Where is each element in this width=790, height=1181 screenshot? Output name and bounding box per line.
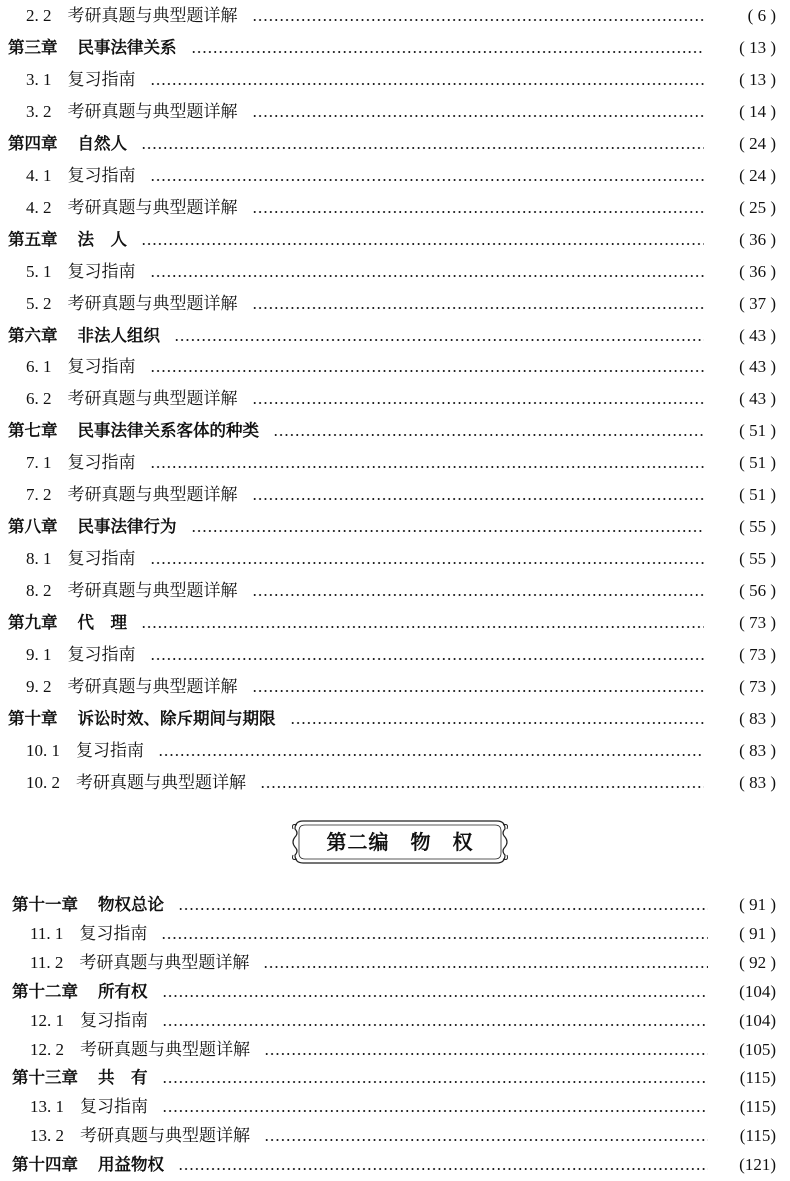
toc-entry-label [26, 64, 136, 96]
toc-entry-number: 12. 2 [30, 1039, 64, 1059]
toc-entry-label [8, 224, 127, 256]
toc-entry-label [26, 735, 144, 767]
dot-leader [252, 690, 704, 692]
toc-page-number: ( 25 ) [739, 197, 776, 217]
toc-entry-label [26, 767, 246, 799]
toc-entry-number: 6. 1 [26, 357, 52, 377]
toc-page-number: ( 36 ) [739, 229, 776, 249]
toc-page-number: ( 43 ) [739, 389, 776, 409]
toc-page-number: ( 43 ) [739, 325, 776, 345]
dot-leader [178, 908, 708, 910]
toc-entry-number: 7. 2 [26, 485, 52, 505]
toc-chapter-entry [0, 703, 790, 735]
toc-chapter-entry [0, 976, 790, 1008]
toc-entry-title: 复习指南 [79, 923, 148, 944]
toc-entry-title: 复习指南 [67, 453, 136, 474]
toc-entry-title: 考研真题与典型题详解 [67, 581, 238, 602]
toc-entry-number: 6. 2 [26, 389, 52, 409]
toc-page-number: ( 24 ) [739, 133, 776, 153]
toc-chapter-entry [0, 32, 790, 64]
toc-page-number: ( 51 ) [739, 421, 776, 441]
toc-entry-title: 非法人组织 [77, 325, 160, 345]
toc-page-number: ( 73 ) [739, 613, 776, 633]
toc-entry-title: 物权总论 [98, 895, 164, 914]
toc-section-entry [0, 96, 790, 128]
toc-entry-title: 考研真题与典型题详解 [67, 293, 238, 314]
toc-chapter-entry [0, 511, 790, 543]
toc-entry-number: 3. 1 [26, 69, 52, 89]
toc-chapter-entry [0, 889, 790, 921]
toc-page-number: ( 55 ) [739, 517, 776, 537]
toc-page-number: ( 83 ) [739, 740, 776, 760]
toc-page-number: (115) [739, 1068, 776, 1088]
toc-entry-label [26, 0, 238, 32]
toc-entry-number: 7. 1 [26, 453, 52, 473]
toc-entry-label [26, 479, 238, 511]
dot-leader [150, 658, 704, 660]
toc-entry-title: 民事法律关系客体的种类 [77, 421, 259, 441]
toc-page-number: ( 36 ) [739, 261, 776, 281]
toc-entry-label [26, 575, 238, 607]
dot-leader [162, 1110, 708, 1112]
toc-entry-title: 复习指南 [67, 165, 136, 186]
toc-entry-label [26, 671, 238, 703]
toc-entry-label [30, 1120, 250, 1152]
toc-entry-label [26, 192, 238, 224]
toc-entry-number: 第三章 [8, 37, 58, 57]
toc-entry-number: 5. 1 [26, 261, 52, 281]
dot-leader [191, 51, 704, 53]
toc-page-number: ( 91 ) [739, 923, 776, 943]
dot-leader [252, 307, 704, 309]
toc-entry-title: 复习指南 [67, 69, 136, 90]
toc-page-number: (115) [739, 1097, 776, 1117]
toc-page-number: ( 13 ) [739, 37, 776, 57]
toc-entry-number: 4. 2 [26, 197, 52, 217]
toc-entry-title: 考研真题与典型题详解 [80, 1126, 250, 1147]
toc-entry-number: 4. 1 [26, 165, 52, 185]
toc-entry-number: 13. 2 [30, 1126, 64, 1146]
toc-entry-number: 第九章 [8, 613, 58, 633]
dot-leader [273, 434, 704, 436]
toc-page-number: ( 37 ) [739, 293, 776, 313]
toc-section-entry [0, 735, 790, 767]
toc-page-number: ( 14 ) [739, 101, 776, 121]
toc-entry-label [12, 1062, 148, 1094]
toc-chapter-entry [0, 415, 790, 447]
toc-page-number: (121) [739, 1155, 776, 1175]
part-two-title: 第二编 物 权 [326, 830, 474, 854]
toc-entry-label [8, 607, 127, 639]
dot-leader [141, 147, 704, 149]
toc-section-entry [0, 1034, 790, 1066]
toc-section-entry [0, 575, 790, 607]
toc-chapter-entry [0, 224, 790, 256]
toc-page-number: ( 6 ) [747, 6, 776, 25]
dot-leader [252, 402, 704, 404]
toc-section-entry [0, 256, 790, 288]
toc-entry-title: 复习指南 [80, 1010, 148, 1031]
dot-leader [174, 339, 704, 341]
toc-page-number: ( 51 ) [739, 485, 776, 505]
dot-leader [141, 626, 704, 628]
toc-entry-title: 自然人 [77, 133, 127, 153]
toc-entry-label [8, 128, 127, 160]
toc-entry-label [26, 383, 238, 415]
toc-entry-title: 复习指南 [67, 645, 136, 665]
toc-entry-label [30, 918, 147, 950]
toc-entry-title: 考研真题与典型题详解 [67, 101, 238, 122]
toc-entry-label [12, 1149, 164, 1181]
dot-leader [290, 722, 704, 724]
toc-entry-label [26, 447, 136, 479]
toc-page-number: (104) [739, 981, 776, 1001]
toc-entry-number: 第五章 [8, 229, 58, 249]
toc-entry-title: 诉讼时效、除斥期间与期限 [77, 708, 276, 728]
dot-leader [158, 754, 704, 756]
toc-entry-number: 第七章 [8, 421, 58, 441]
part-two-banner [289, 815, 511, 869]
toc-entry-number: 3. 2 [26, 101, 52, 121]
toc-section-entry [0, 543, 790, 575]
toc-entry-label [8, 32, 177, 64]
toc-section-entry [0, 767, 790, 799]
toc-section-entry [0, 351, 790, 383]
toc-entry-number: 8. 1 [26, 549, 52, 569]
dot-leader [252, 498, 704, 500]
toc-entry-number: 第四章 [8, 133, 58, 153]
toc-entry-number: 9. 1 [26, 645, 52, 664]
dot-leader [260, 786, 704, 788]
toc-chapter-entry [0, 1062, 790, 1094]
toc-entry-title: 复习指南 [80, 1097, 148, 1118]
toc-entry-title: 法 人 [77, 229, 127, 249]
dot-leader [150, 562, 704, 564]
dot-leader [150, 83, 704, 85]
toc-entry-title: 代 理 [77, 613, 127, 633]
toc-entry-title: 考研真题与典型题详解 [67, 197, 238, 218]
dot-leader [141, 243, 704, 245]
toc-entry-label [8, 415, 259, 447]
toc-entry-number: 12. 1 [30, 1010, 64, 1030]
dot-leader [150, 179, 704, 181]
toc-section-entry [0, 639, 790, 671]
toc-entry-title: 民事法律行为 [77, 517, 177, 537]
toc-entry-number: 5. 2 [26, 293, 52, 313]
dot-leader [252, 594, 704, 596]
toc-entry-label [30, 947, 249, 979]
dot-leader [150, 370, 704, 372]
toc-entry-title: 用益物权 [98, 1155, 164, 1175]
toc-entry-title: 共 有 [98, 1068, 148, 1088]
toc-entry-label [26, 288, 238, 320]
dot-leader [252, 115, 704, 117]
toc-entry-number: 10. 1 [26, 740, 60, 760]
toc-page-number: ( 83 ) [739, 772, 776, 792]
toc-section-entry [0, 479, 790, 511]
toc-section-entry [0, 383, 790, 415]
toc-page-number: (104) [739, 1010, 776, 1030]
dot-leader [191, 530, 704, 532]
toc-page-number: ( 92 ) [739, 952, 776, 972]
toc-chapter-entry [0, 1149, 790, 1181]
toc-entry-number: 8. 2 [26, 581, 52, 601]
toc-page-number: ( 56 ) [739, 581, 776, 601]
dot-leader [252, 19, 704, 21]
toc-page-number: (115) [739, 1126, 776, 1146]
toc-entry-number: 13. 1 [30, 1097, 64, 1117]
dot-leader [263, 966, 708, 968]
toc-entry-number: 第六章 [8, 325, 58, 345]
dot-leader [162, 995, 708, 997]
toc-entry-label [8, 320, 160, 352]
toc-page-number: ( 91 ) [739, 895, 776, 914]
dot-leader [162, 1081, 708, 1083]
toc-section-entry [0, 918, 790, 950]
toc-entry-title: 考研真题与典型题详解 [79, 952, 250, 973]
toc-section-entry [0, 0, 790, 32]
toc-page-number: (105) [739, 1039, 776, 1059]
toc-entry-label [26, 351, 136, 383]
dot-leader [252, 211, 704, 213]
toc-page-number: ( 83 ) [739, 708, 776, 728]
toc-page-number: ( 55 ) [739, 549, 776, 569]
toc-entry-title: 考研真题与典型题详解 [67, 6, 238, 26]
toc-entry-label [26, 543, 136, 575]
dot-leader [264, 1139, 708, 1141]
toc-entry-label [12, 976, 148, 1008]
toc-entry-title: 复习指南 [76, 740, 144, 761]
toc-entry-number: 第十二章 [12, 981, 78, 1001]
toc-entry-title: 复习指南 [67, 357, 136, 378]
dot-leader [178, 1168, 708, 1170]
toc-section-entry [0, 160, 790, 192]
toc-chapter-entry [0, 128, 790, 160]
dot-leader [264, 1053, 708, 1055]
toc-entry-title: 所有权 [98, 981, 148, 1001]
toc-page-number: ( 73 ) [739, 645, 776, 664]
toc-section-entry [0, 947, 790, 979]
toc-entry-title: 考研真题与典型题详解 [67, 485, 238, 506]
toc-page-number: ( 24 ) [739, 165, 776, 185]
toc-entry-number: 第八章 [8, 517, 58, 537]
toc-entry-title: 考研真题与典型题详解 [67, 389, 238, 410]
toc-section-entry [0, 1005, 790, 1037]
toc-section-entry [0, 288, 790, 320]
toc-entry-number: 10. 2 [26, 772, 60, 792]
toc-entry-label [26, 639, 136, 671]
toc-entry-title: 考研真题与典型题详解 [67, 676, 238, 697]
toc-entry-number: 第十三章 [12, 1068, 78, 1088]
toc-page-number: ( 43 ) [739, 357, 776, 377]
toc-section-entry [0, 192, 790, 224]
toc-page-number: ( 73 ) [739, 676, 776, 696]
toc-entry-label [30, 1034, 250, 1066]
toc-page-number: ( 51 ) [739, 453, 776, 473]
toc-entry-label [26, 96, 238, 128]
toc-entry-label [26, 256, 136, 288]
toc-entry-title: 复习指南 [67, 261, 136, 282]
toc-page-number: ( 13 ) [739, 69, 776, 89]
dot-leader [161, 937, 708, 939]
toc-chapter-entry [0, 607, 790, 639]
toc-entry-label [12, 889, 164, 921]
toc-entry-number: 第十章 [8, 708, 58, 728]
toc-section-entry [0, 64, 790, 96]
toc-entry-label [30, 1005, 148, 1037]
toc-entry-title: 复习指南 [67, 549, 136, 570]
toc-entry-label [8, 511, 177, 543]
toc-section-entry [0, 1091, 790, 1123]
toc-section-entry [0, 447, 790, 479]
toc-entry-number: 第十一章 [12, 895, 78, 914]
toc-entry-number: 2. 2 [26, 6, 52, 25]
toc-section-entry [0, 671, 790, 703]
toc-entry-label [8, 703, 276, 735]
toc-entry-title: 考研真题与典型题详解 [76, 772, 246, 793]
toc-entry-title: 民事法律关系 [77, 37, 177, 57]
dot-leader [150, 466, 704, 468]
toc-entry-number: 9. 2 [26, 676, 52, 696]
dot-leader [162, 1024, 708, 1026]
toc-chapter-entry [0, 320, 790, 352]
toc-entry-label [30, 1091, 148, 1123]
toc-entry-number: 11. 2 [30, 952, 64, 972]
toc-entry-number: 11. 1 [30, 923, 64, 943]
toc-entry-number: 第十四章 [12, 1155, 78, 1175]
toc-entry-title: 考研真题与典型题详解 [80, 1039, 250, 1060]
toc-section-entry [0, 1120, 790, 1152]
toc-entry-label [26, 160, 136, 192]
dot-leader [150, 275, 704, 277]
